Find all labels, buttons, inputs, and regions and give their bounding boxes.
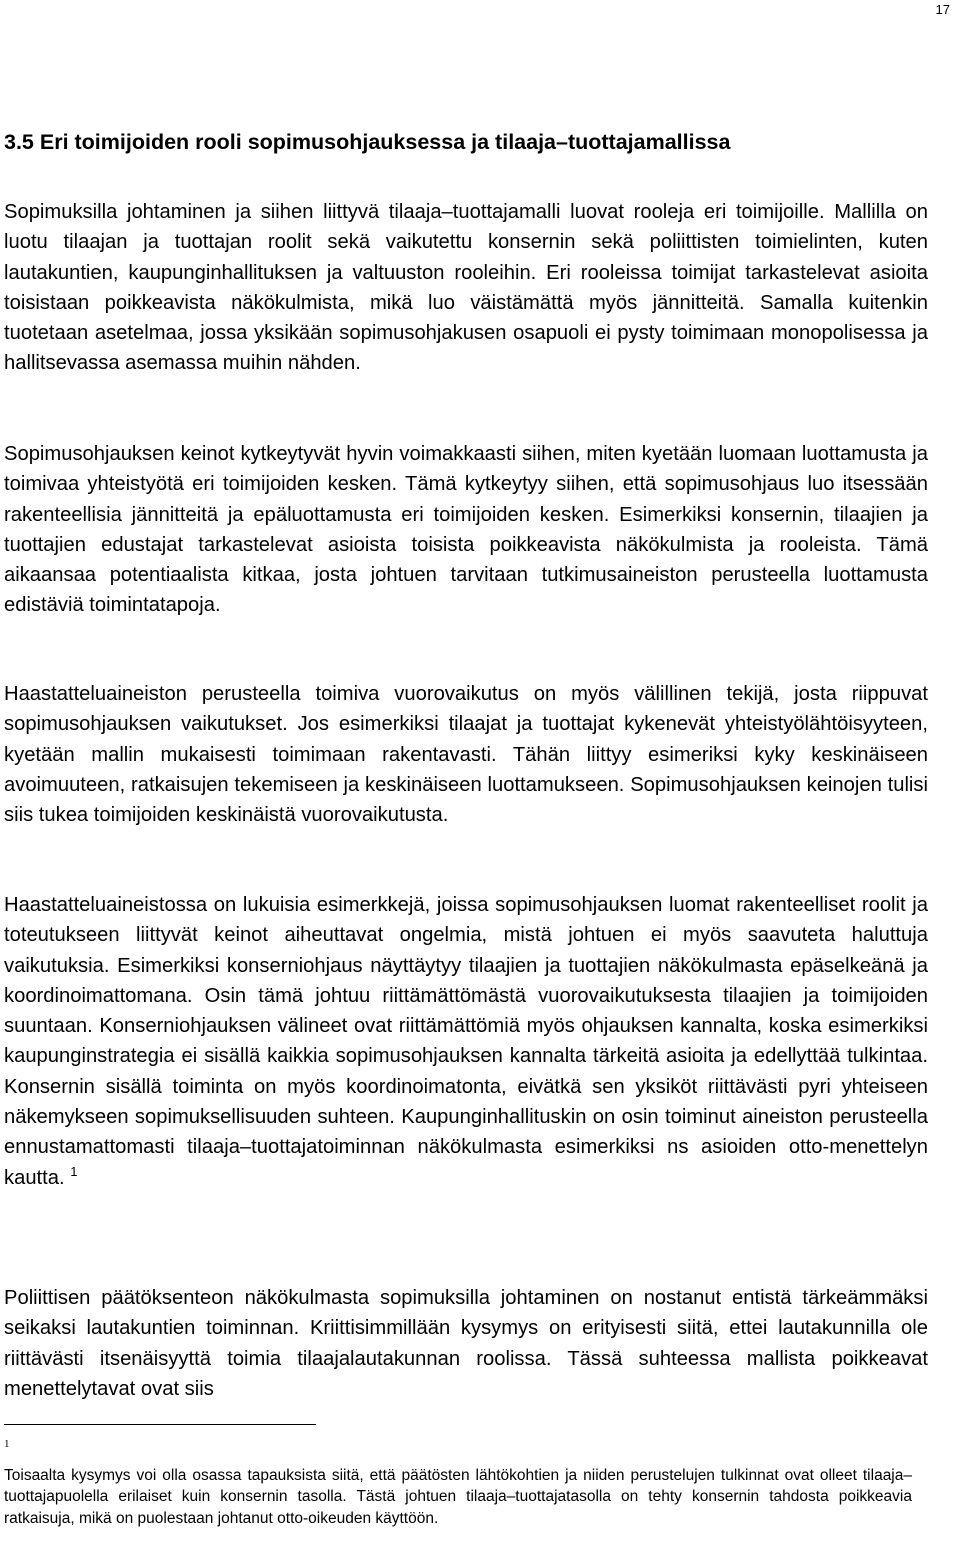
page-number: 17	[935, 2, 950, 17]
paragraph-4-text: Haastatteluaineistossa on lukuisia esimerkkejä, joissa sopimusohjauksen luomat rakenteelliset roolit ja toteutukseen liittyvät keinot aiheuttavat ongelmia, mistä johtuen ei myös saavuteta haluttuja vaikutuksia. Esimerkiksi konserniohjaus näyttäytyy tilaajien ja tuottajien näkökulmasta epäselkeänä ja koordinoimattomana. Osin tämä johtuu riittämättömästä vuorovaikutuksesta tilaajien ja toimijoiden suuntaan. Konserniohjauksen välineet ovat riittämättömiä myös ohjauksen kannalta, koska esimerkiksi kaupunginstrategia ei sisällä kaikkia sopimusohjauksen kannalta tärkeitä asioita ja edellyttää tulkintaa. Konsernin sisällä toiminta on myös koordinoimatonta, eivätkä sen yksiköt riittävästi pyri yhteiseen näkemykseen sopimuksellisuuden suhteen. Kaupunginhallituskin on osin toiminut aineiston perusteella ennustamattomasti tilaaja–tuottajatoiminnan näkökulmasta esimerkiksi ns asioiden otto-menettelyn kautta.	[4, 894, 928, 1189]
footnote-reference: 1	[70, 1163, 78, 1179]
section-heading: 3.5 Eri toimijoiden rooli sopimusohjauksessa ja tilaaja–tuottajamallissa	[4, 130, 731, 154]
paragraph-4	[4, 890, 928, 1193]
footnote-divider	[4, 1424, 316, 1425]
paragraph-5: Poliittisen päätöksenteon näkökulmasta sopimuksilla johtaminen on nostanut entistä tärkeämmäksi seikaksi lautakuntien toiminnan. Kriittisimmillään kysymys on erityisesti siitä, ettei lautakunnilla ole riittävästi itsenäisyyttä toimia tilaajalautakunnan roolissa. Tässä suhteessa mallista poikkeavat menettelytavat ovat siis	[4, 1287, 928, 1400]
paragraph-2: Sopimusohjauksen keinot kytkeytyvät hyvin voimakkaasti siihen, miten kyetään luomaan luottamusta ja toimivaa yhteistyötä eri toimijoiden kesken. Tämä kytkeytyy siihen, että sopimusohjaus luo itsessään rakenteellisia jännitteitä ja epäluottamusta eri toimijoiden kesken. Esimerkiksi konsernin, tilaajien ja tuottajien edustajat tarkastelevat asioista toisista poikkeavista näkökulmista ja rooleista. Tämä aikaansaa potentiaalista kitkaa, josta johtuen tarvitaan tutkimusaineiston perusteella luottamusta edistäviä toimintatapoja.	[4, 443, 928, 617]
footnote-marker: 1	[4, 1438, 10, 1450]
footnote-text: Toisaalta kysymys voi olla osassa tapauksista siitä, että päätösten lähtökohtien ja niiden perustelujen tulkinnat ovat olleet tilaaja–tuottajapuolella erilaiset kuin konsernin tasolla. Tästä johtuen tilaaja–tuottajatasolla on tehty konsernin tahdosta poikkeavia ratkaisuja, mikä on puolestaan johtanut otto-oikeuden käyttöön.	[4, 1467, 912, 1527]
paragraph-1: Sopimuksilla johtaminen ja siihen liittyvä tilaaja–tuottajamalli luovat rooleja eri toimijoille. Mallilla on luotu tilaajan ja tuottajan roolit sekä vaikutettu konsernin sekä poliittisten toimielinten, kuten lautakuntien, kaupunginhallituksen ja valtuuston rooleihin. Eri rooleissa toimijat tarkastelevat asioita toisistaan poikkeavista näkökulmista, mikä luo väistämättä myös jännitteitä. Samalla kuitenkin tuotetaan asetelmaa, jossa yksikään sopimusohjakusen osapuoli ei pysty toimimaan monopolisessa ja hallitsevassa asemassa muihin nähden.	[4, 201, 928, 375]
paragraph-3: Haastatteluaineiston perusteella toimiva vuorovaikutus on myös välillinen tekijä, josta riippuvat sopimusohjauksen vaikutukset. Jos esimerkiksi tilaajat ja tuottajat kykenevät yhteistyölähtöisyyteen, kyetään mallin mukaisesti toimimaan rakentavasti. Tähän liittyy esimeriksi kyky keskinäiseen avoimuuteen, ratkaisujen tekemiseen ja keskinäiseen luottamukseen. Sopimusohjauksen keinojen tulisi siis tukea toimijoiden keskinäistä vuorovaikutusta.	[4, 683, 928, 827]
